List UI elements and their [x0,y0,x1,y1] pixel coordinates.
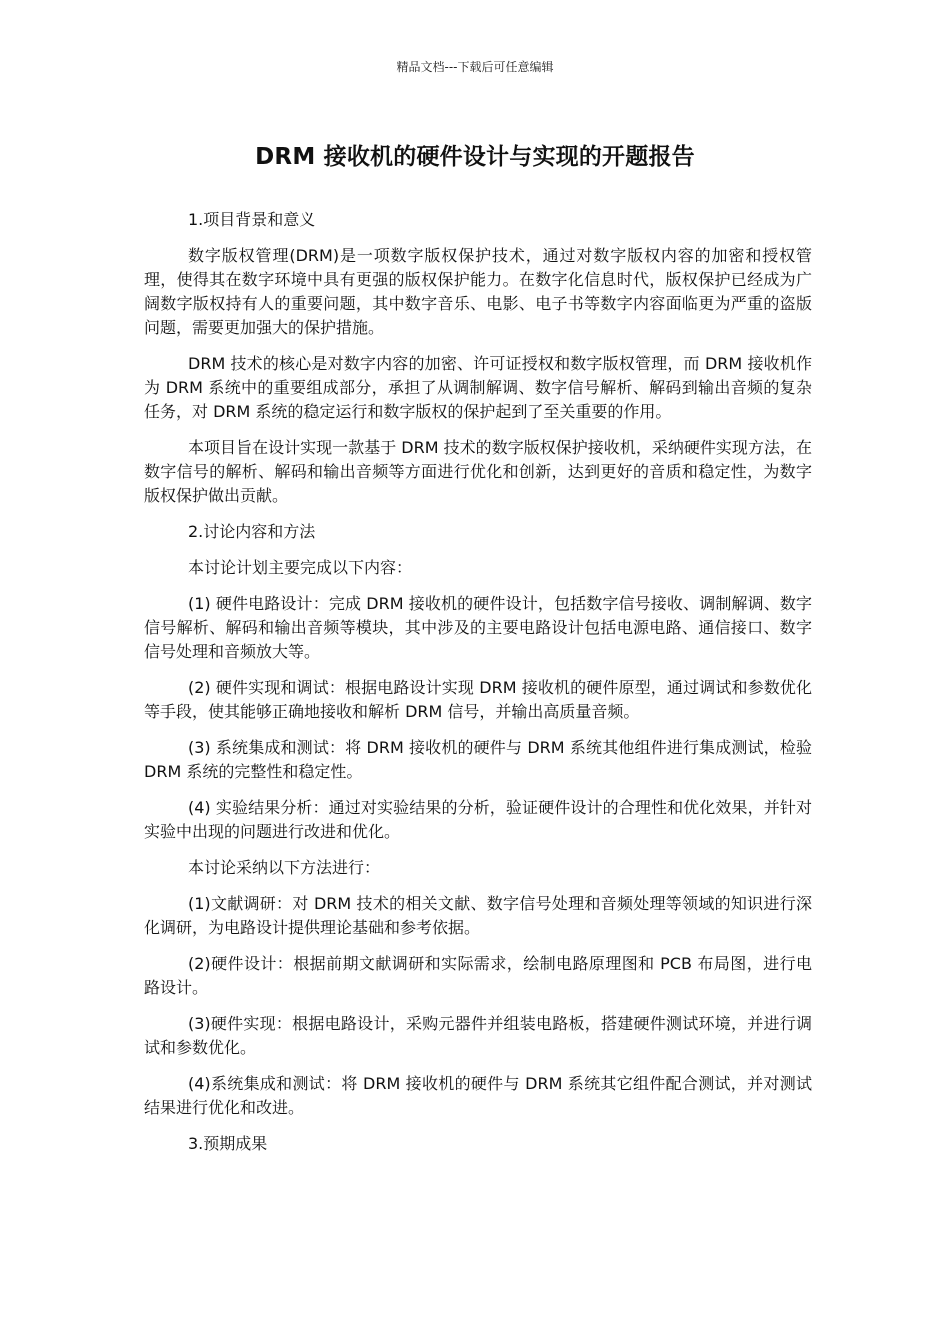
section-heading-content-methods: 2.讨论内容和方法 [188,522,316,541]
list-item-hardware-design: (2)硬件设计：根据前期文献调研和实际需求，绘制电路原理图和 PCB 布局图，进行电路设计。 [144,954,812,997]
list-item-integration-testing: (4)系统集成和测试：将 DRM 接收机的硬件与 DRM 系统其它组件配合测试，并对测试结果进行优化和改进。 [144,1074,812,1117]
paragraph-drm-definition: 数字版权管理(DRM)是一项数字版权保护技术，通过对数字版权内容的加密和授权管理，使得其在数字环境中具有更强的版权保护能力。在数字化信息时代，版权保护已经成为广阔数字版权持有人的重要问题，其中数字音乐、电影、电子书等数字内容面临更为严重的盗版问题，需要更加强大的保护措施。 [144,246,812,337]
page-header: 精品文档---下载后可任意编辑 [396,60,554,74]
list-item-hardware-circuit-design: (1) 硬件电路设计：完成 DRM 接收机的硬件设计，包括数字信号接收、调制解调、数字信号解析、解码和输出音频等模块，其中涉及的主要电路设计包括电源电路、通信接口、数字信号处理和音频放大等。 [144,594,812,661]
list-item-literature-research: (1)文献调研：对 DRM 技术的相关文献、数字信号处理和音频处理等领域的知识进行深化调研，为电路设计提供理论基础和参考依据。 [144,894,812,937]
paragraph-project-goal: 本项目旨在设计实现一款基于 DRM 技术的数字版权保护接收机，采纳硬件实现方法，在数字信号的解析、解码和输出音频等方面进行优化和创新，达到更好的音质和稳定性，为数字版权保护做出贡献。 [144,438,812,505]
section-heading-expected-results: 3.预期成果 [188,1134,268,1153]
paragraph-drm-core: DRM 技术的核心是对数字内容的加密、许可证授权和数字版权管理，而 DRM 接收机作为 DRM 系统中的重要组成部分，承担了从调制解调、数字信号解析、解码到输出音频的复杂任务，对 DRM 系统的稳定运行和数字版权的保护起到了至关重要的作用。 [144,354,812,421]
list-item-hardware-build: (3)硬件实现：根据电路设计，采购元器件并组装电路板，搭建硬件测试环境，并进行调试和参数优化。 [144,1014,812,1057]
list-item-hardware-implementation: (2) 硬件实现和调试：根据电路设计实现 DRM 接收机的硬件原型，通过调试和参数优化等手段，使其能够正确地接收和解析 DRM 信号，并输出高质量音频。 [144,678,812,721]
section-heading-background: 1.项目背景和意义 [188,210,316,229]
document-body [144,208,812,1168]
list-item-result-analysis: (4) 实验结果分析：通过对实验结果的分析，验证硬件设计的合理性和优化效果，并针对实验中出现的问题进行改进和优化。 [144,798,812,841]
document-title: DRM 接收机的硬件设计与实现的开题报告 [255,144,695,170]
paragraph-methods-intro: 本讨论采纳以下方法进行： [188,858,381,877]
list-item-system-integration: (3) 系统集成和测试：将 DRM 接收机的硬件与 DRM 系统其他组件进行集成测试，检验 DRM 系统的完整性和稳定性。 [144,738,812,781]
paragraph-plan-intro: 本讨论计划主要完成以下内容： [188,558,413,577]
